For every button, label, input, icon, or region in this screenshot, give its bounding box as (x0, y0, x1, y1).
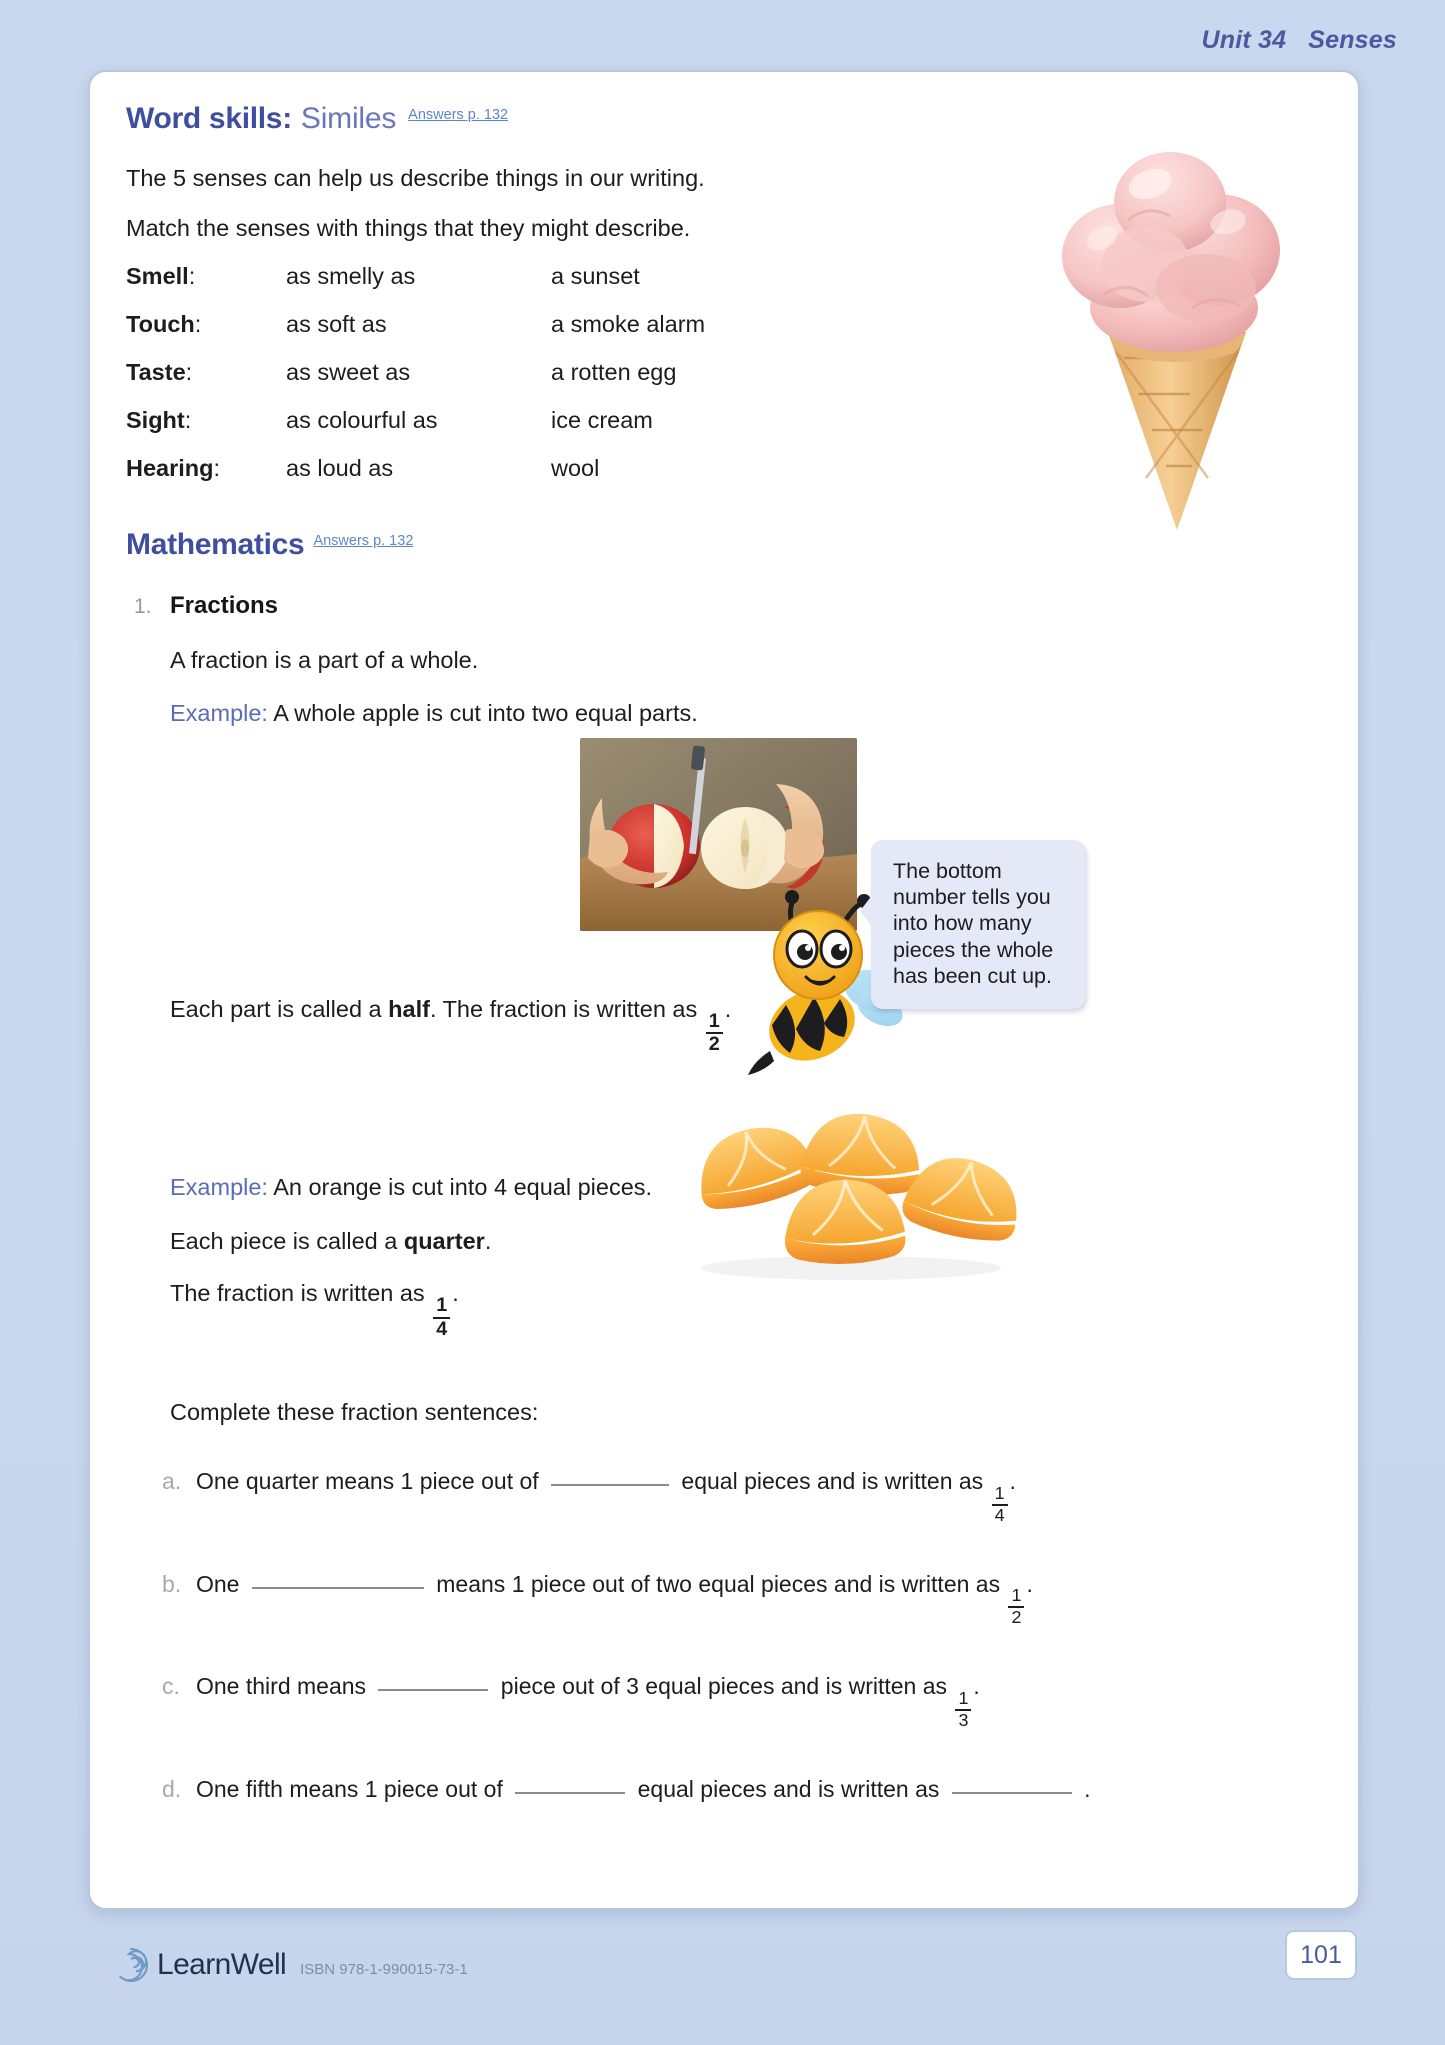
question-row (162, 1776, 1328, 1803)
question-part: . (1009, 1467, 1016, 1494)
example-one-line (170, 699, 1328, 727)
simile-sense-label: Smell (126, 263, 189, 290)
question-row (162, 1468, 1328, 1525)
answer-blank[interactable] (252, 1587, 424, 1589)
question-letter: b. (162, 1570, 182, 1597)
simile-phrase: as smelly as (286, 263, 416, 290)
question-part: equal pieces and is written as (631, 1775, 946, 1802)
fraction-numerator: 1 (958, 1687, 969, 1708)
fraction-answer (992, 1482, 1008, 1525)
question-text (196, 1673, 980, 1730)
question-text (196, 1776, 1091, 1803)
fraction-denominator: 4 (433, 1317, 450, 1340)
word-skills-heading-bold: Word skills: (126, 102, 292, 135)
example-label: Example: (170, 699, 268, 726)
question-part: . (1026, 1570, 1033, 1597)
word-skills-intro-1: The 5 senses can help us describe things in our writing. (126, 165, 705, 191)
question-part: One (196, 1570, 246, 1597)
quarter-written-pre: The fraction is written as (170, 1280, 432, 1307)
fraction-denominator: 2 (706, 1032, 723, 1055)
question-part: . (1077, 1775, 1091, 1802)
word-skills-answers-link[interactable]: Answers p. 132 (408, 107, 509, 123)
simile-thing: a rotten egg (551, 359, 677, 386)
question-letter: c. (162, 1673, 180, 1700)
answer-blank[interactable] (515, 1792, 625, 1794)
fraction-numerator: 1 (436, 1294, 448, 1317)
complete-sentences-prompt: Complete these fraction sentences: (170, 1398, 539, 1425)
simile-sense-label: Hearing (126, 455, 214, 482)
fractions-title: Fractions (170, 592, 279, 620)
question-part: means 1 piece out of two equal pieces and is written as (429, 1570, 1007, 1597)
question-text (196, 1468, 1016, 1525)
ice-cream-cone-photo (1042, 110, 1312, 540)
question-part: piece out of 3 equal pieces and is written as (494, 1673, 954, 1700)
fraction-one-half (706, 1009, 723, 1056)
simile-colon: : (184, 407, 192, 434)
half-keyword: half (388, 995, 430, 1022)
question-row (162, 1673, 1328, 1730)
example-label: Example: (170, 1174, 268, 1201)
simile-sense (126, 263, 286, 290)
simile-phrase: as sweet as (286, 359, 411, 386)
simile-phrase: as soft as (286, 311, 387, 338)
simile-colon: : (194, 311, 202, 338)
half-line-end: . (724, 995, 732, 1022)
quarter-keyword: quarter (403, 1228, 485, 1255)
simile-colon: : (185, 359, 193, 386)
fraction-denominator: 3 (955, 1709, 971, 1730)
word-skills-intro-2: Match the senses with things that they might describe. (126, 215, 691, 242)
simile-sense (126, 455, 286, 482)
simile-thing: wool (551, 455, 600, 482)
running-head (1201, 26, 1397, 55)
half-line-mid: . The fraction is written as (429, 995, 704, 1022)
list-number: 1. (134, 595, 152, 619)
fraction-definition: A fraction is a part of a whole. (170, 647, 479, 674)
quarter-written-line (170, 1279, 1328, 1339)
quarter-line-end: . (484, 1228, 492, 1255)
mathematics-answers-link[interactable]: Answers p. 132 (313, 533, 414, 550)
answer-blank[interactable] (952, 1792, 1072, 1794)
fraction-one-quarter (433, 1296, 450, 1339)
question-row (162, 1571, 1328, 1628)
fraction-denominator: 2 (1008, 1606, 1024, 1627)
question-part: equal pieces and is written as (675, 1467, 990, 1494)
mathematics-heading-label: Mathematics (126, 528, 305, 562)
simile-colon: : (188, 263, 196, 290)
ice-cream-svg (1042, 110, 1312, 540)
simile-thing: ice cream (551, 407, 653, 434)
fraction-numerator: 1 (1011, 1585, 1022, 1606)
simile-sense (126, 359, 286, 386)
half-line-pre: Each part is called a (170, 995, 389, 1022)
simile-phrase: as colourful as (286, 407, 438, 434)
simile-thing: a sunset (551, 263, 640, 290)
answer-blank[interactable] (378, 1689, 488, 1691)
question-text (196, 1571, 1033, 1628)
question-letter: a. (162, 1467, 182, 1494)
simile-sense (126, 311, 286, 338)
quarter-line-pre: Each piece is called a (170, 1228, 404, 1255)
simile-phrase: as loud as (286, 455, 394, 482)
bee-speech-bubble: The bottom number tells you into how many pieces the whole has been cut up. (871, 840, 1085, 1009)
question-letter: d. (162, 1775, 182, 1802)
simile-sense (126, 407, 286, 434)
quarter-written-end: . (452, 1280, 459, 1307)
example-text: An orange is cut into 4 equal pieces. (273, 1174, 653, 1201)
footer-brand (112, 1946, 468, 1984)
word-skills-heading-light: Similes (300, 102, 397, 135)
fractions-item (134, 592, 1328, 620)
question-part: One quarter means 1 piece out of (196, 1467, 546, 1494)
spiral-svg (112, 1946, 150, 1984)
fraction-numerator: 1 (708, 1009, 720, 1032)
question-part: One fifth means 1 piece out of (196, 1775, 510, 1802)
simile-sense-label: Taste (126, 359, 186, 386)
running-head-unit: Unit 34 (1201, 26, 1287, 54)
isbn-label: ISBN 978-1-990015-73-1 (300, 1960, 468, 1978)
worksheet-sheet (88, 70, 1360, 1910)
learnwell-brand-label: LearnWell (157, 1948, 287, 1981)
fraction-answer (955, 1687, 971, 1730)
simile-colon: : (213, 455, 221, 482)
simile-sense-label: Sight (126, 407, 185, 434)
orange-segments-photo (671, 1100, 1031, 1280)
fraction-denominator: 4 (992, 1504, 1008, 1525)
orange-photo-svg (671, 1100, 1031, 1280)
example-text: A whole apple is cut into two equal parts. (273, 699, 698, 726)
fraction-numerator: 1 (994, 1482, 1005, 1503)
answer-blank[interactable] (551, 1484, 669, 1486)
learnwell-spiral-icon (112, 1946, 150, 1984)
question-part: One third means (196, 1673, 373, 1700)
simile-sense-label: Touch (126, 311, 195, 338)
page-number: 101 (1285, 1930, 1357, 1980)
simile-thing: a smoke alarm (551, 311, 706, 338)
fraction-answer (1008, 1587, 1024, 1627)
question-part: . (973, 1673, 980, 1700)
running-head-topic: Senses (1308, 26, 1397, 54)
